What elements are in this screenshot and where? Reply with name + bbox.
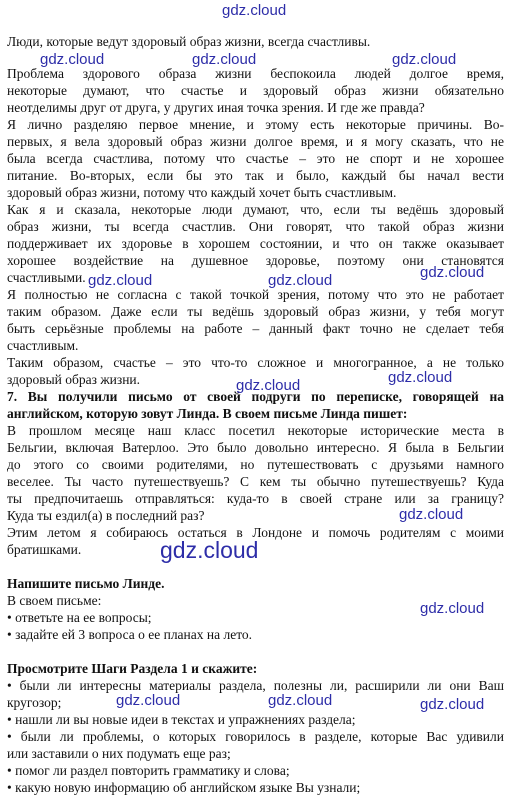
watermark: gdz.cloud [40, 51, 105, 68]
text-line: здоровый образ жизни. [7, 372, 141, 387]
text-line: братишками. [7, 542, 82, 557]
watermark: gdz.cloud [88, 272, 153, 289]
text-line: счастливым. [7, 338, 79, 353]
watermark: gdz.cloud [388, 369, 453, 386]
write-task-heading: Напишите письмо Линде. [7, 576, 165, 591]
text-line: Этим летом я собираюсь остаться в Лондоне и помочь родителям с моими [7, 525, 504, 540]
list-item: • задайте ей 3 вопроса о ее планах на лето. [7, 627, 253, 642]
essay-intro: Люди, которые ведут здоровый образ жизни, всегда счастливы. [7, 34, 371, 49]
write-task-intro: В своем письме: [7, 593, 102, 608]
text-line: питание. Во-вторых, если бы это так и было, каждый бы начал вести [7, 168, 504, 183]
watermark: gdz.cloud [392, 51, 457, 68]
text-line: Проблема здорового образа жизни беспокоила людей долгое время, [7, 66, 504, 81]
text-line: Как я и сказала, некоторые люди думают, что, если ты ведёшь здоровый [7, 202, 504, 217]
text-line: 7. Вы получили письмо от своей подруги по переписке, говорящей на [7, 389, 504, 404]
text-line: счастливыми. [7, 270, 86, 285]
text-line: Бельгии, включая Ватерлоо. Это было довольно интересно. Я была в Бельгии [7, 440, 504, 455]
watermark: gdz.cloud [399, 506, 464, 523]
text-line: таким образом. Даже если ты ведёшь здоровый образ жизни, у тебя могут [7, 304, 504, 319]
list-item: • ответьте на ее вопросы; [7, 610, 152, 625]
text-line: образ жизни, ты всегда счастлив. Они говорят, что такой образ жизни [7, 219, 504, 234]
watermark: gdz.cloud [160, 537, 259, 563]
watermark: gdz.cloud [268, 692, 333, 709]
watermark: gdz.cloud [268, 272, 333, 289]
watermark: gdz.cloud [236, 377, 301, 394]
text-line: В прошлом месяце наш класс посетил некоторые исторические места в [7, 423, 504, 438]
text-line: неотделимы друг от друга, у других иная точка зрения. И где же правда? [7, 100, 425, 115]
watermark: gdz.cloud [420, 264, 485, 281]
list-item-continuation: или заставили о них подумать еще раз; [7, 746, 231, 761]
text-line: Я лично разделяю первое мнение, и этому есть некоторые причины. Во- [7, 117, 504, 132]
list-item-continuation: кругозор; [7, 695, 62, 710]
text-line: Таким образом, счастье – это что-то сложное и многогранное, а не только [7, 355, 504, 370]
watermark: gdz.cloud [420, 600, 485, 617]
watermark: gdz.cloud [116, 692, 181, 709]
text-line: была всегда счастлива, потому что счастье – это не спорт и не хорошее [7, 151, 504, 166]
list-item: • были ли интересны материалы раздела, полезны ли, расширили ли они Ваш [7, 678, 504, 693]
list-item: • нашли ли вы новые идеи в текстах и упражнениях раздела; [7, 712, 356, 727]
list-item: • какую новую информацию об английском языке Вы узнали; [7, 780, 361, 795]
text-line: некоторые думают, что счастье и здоровый образ жизни обязательно [7, 83, 504, 98]
text-line: первых, я вела здоровый образ жизни долгое время, и я могу сказать, что не [7, 134, 504, 149]
text-line: ты предпочитаешь отправляться: куда-то в своей стране или за границу? [7, 491, 504, 506]
text-line: до этого со своими родителями, но путешествовать с друзьями намного [7, 457, 504, 472]
text-line: здоровый образ жизни, потому что каждый хочет быть счастливым. [7, 185, 397, 200]
text-line: веселее. Ты часто путешествуешь? С кем ты обычно путешествуешь? Куда [7, 474, 504, 489]
watermark: gdz.cloud [192, 51, 257, 68]
text-line: быть серьёзные проблемы на работе – данный факт точно не сделает тебя [7, 321, 504, 336]
text-line: поддерживает их здоровье в хорошем состоянии, и что он также оказывает [7, 236, 504, 251]
list-item: • были ли проблемы, о которых говорилось в разделе, которые Вас удивили [7, 729, 504, 744]
watermark: gdz.cloud [420, 696, 485, 713]
text-line: хорошее воздействие на душевное здоровье, поэтому они становятся [7, 253, 504, 268]
text-line: английском, которую зовут Линда. В своем письме Линда пишет: [7, 406, 408, 421]
review-task-heading: Просмотрите Шаги Раздела 1 и скажите: [7, 661, 258, 676]
text-line: Я полностью не согласна с такой точкой зрения, потому что это не работает [7, 287, 504, 302]
text-line: Куда ты ездил(а) в последний раз? [7, 508, 205, 523]
watermark: gdz.cloud [222, 2, 287, 19]
list-item: • помог ли раздел повторить грамматику и слова; [7, 763, 290, 778]
